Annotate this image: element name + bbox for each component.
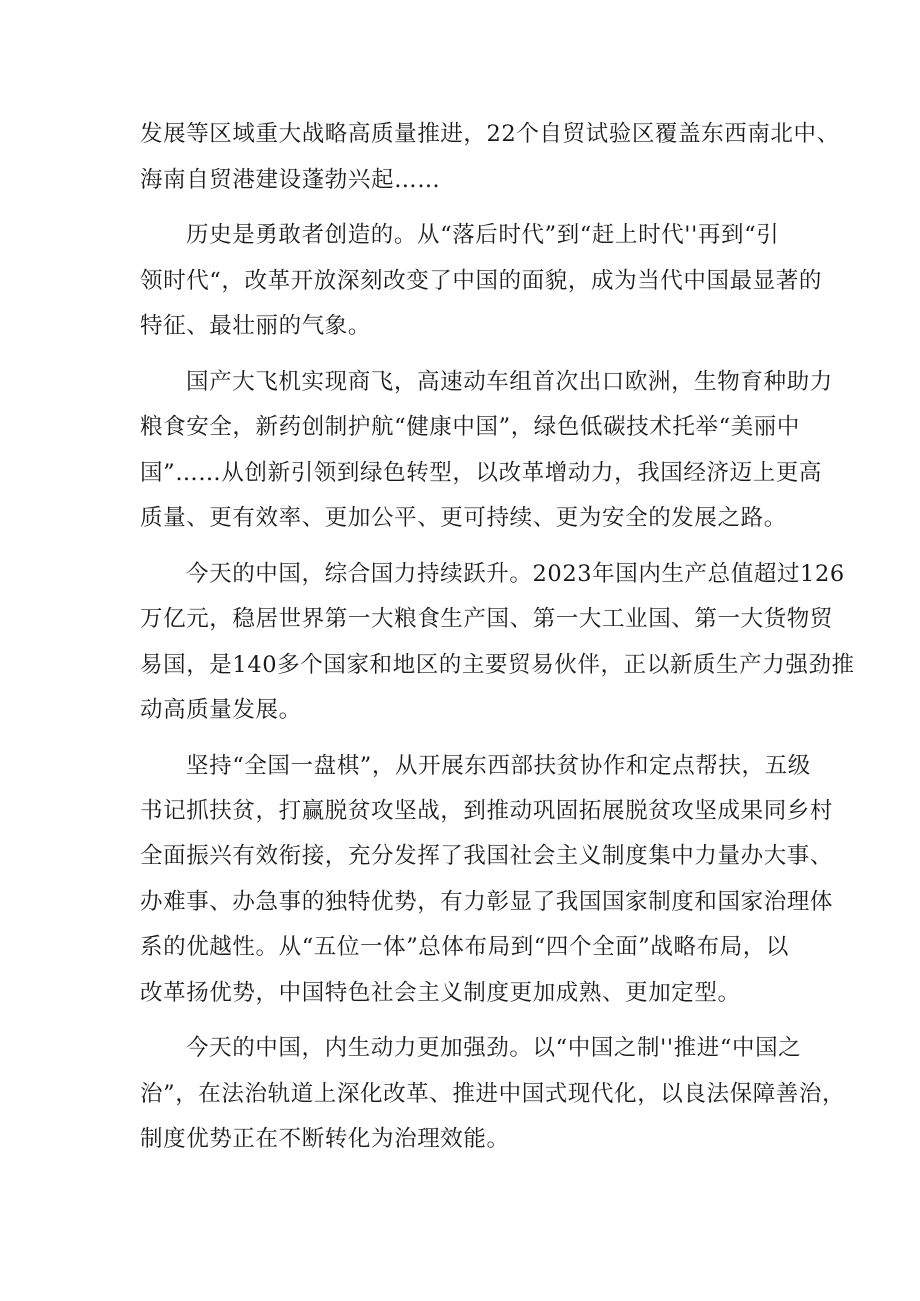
paragraph-4-line-4: 动高质量发展。 <box>140 697 302 723</box>
paragraph-5-line-5: 系的优越性。从“五位一体”总体布局到“四个全面”战略布局，以 <box>140 934 790 960</box>
paragraph-4-line-3: 易国，是140多个国家和地区的主要贸易伙伴，正以新质生产力强劲推 <box>140 652 855 678</box>
paragraph-1-line-1: 发展等区域重大战略高质量推进，22个自贸试验区覆盖东西南北中、 <box>140 121 840 147</box>
paragraph-5-line-6: 改革扬优势，中国特色社会主义制度更加成熟、更加定型。 <box>140 980 741 1006</box>
paragraph-2-line-2: 领时代“，改革开放深刻改变了中国的面貌，成为当代中国最显著的 <box>140 268 823 294</box>
paragraph-3-line-1: 国产大飞机实现商飞，高速动车组首次出口欧洲，生物育种助力 <box>186 369 833 395</box>
paragraph-3-line-3: 国”……从创新引领到绿色转型，以改革增动力，我国经济迈上更高 <box>140 460 823 486</box>
paragraph-5-line-2: 书记抓扶贫，打赢脱贫攻坚战，到推动巩固拓展脱贫攻坚成果同乡村 <box>140 798 834 824</box>
paragraph-6-line-2: 治”，在法治轨道上深化改革、推进中国式现代化，以良法保障善治， <box>140 1081 846 1107</box>
paragraph-3-line-4: 质量、更有效率、更加公平、更可持续、更为安全的发展之路。 <box>140 505 787 531</box>
paragraph-1-line-2: 海南自贸港建设蓬勃兴起…… <box>140 167 441 193</box>
paragraph-5-line-1: 坚持“全国一盘棋”，从开展东西部扶贫协作和定点帮扶，五级 <box>186 753 811 779</box>
paragraph-5-line-4: 办难事、办急事的独特优势，有力彰显了我国国家制度和国家治理体 <box>140 889 834 915</box>
paragraph-6-line-3: 制度优势正在不断转化为治理效能。 <box>140 1126 510 1152</box>
paragraph-5-line-3: 全面振兴有效衔接，充分发挥了我国社会主义制度集中力量办大事、 <box>140 843 834 869</box>
paragraph-4-line-1: 今天的中国，综合国力持续跃升。2023年国内生产总值超过126 <box>186 561 845 587</box>
paragraph-2-line-1: 历史是勇敢者创造的。从“落后时代”到“赶上时代''再到“引 <box>186 222 780 248</box>
paragraph-2-line-3: 特征、最壮丽的气象。 <box>140 313 372 339</box>
paragraph-6-line-1: 今天的中国，内生动力更加强劲。以“中国之制''推进“中国之 <box>186 1035 802 1061</box>
paragraph-4-line-2: 万亿元，稳居世界第一大粮食生产国、第一大工业国、第一大货物贸 <box>140 606 834 632</box>
paragraph-3-line-2: 粮食安全，新药创制护航“健康中国”，绿色低碳技术托举“美丽中 <box>140 414 801 440</box>
